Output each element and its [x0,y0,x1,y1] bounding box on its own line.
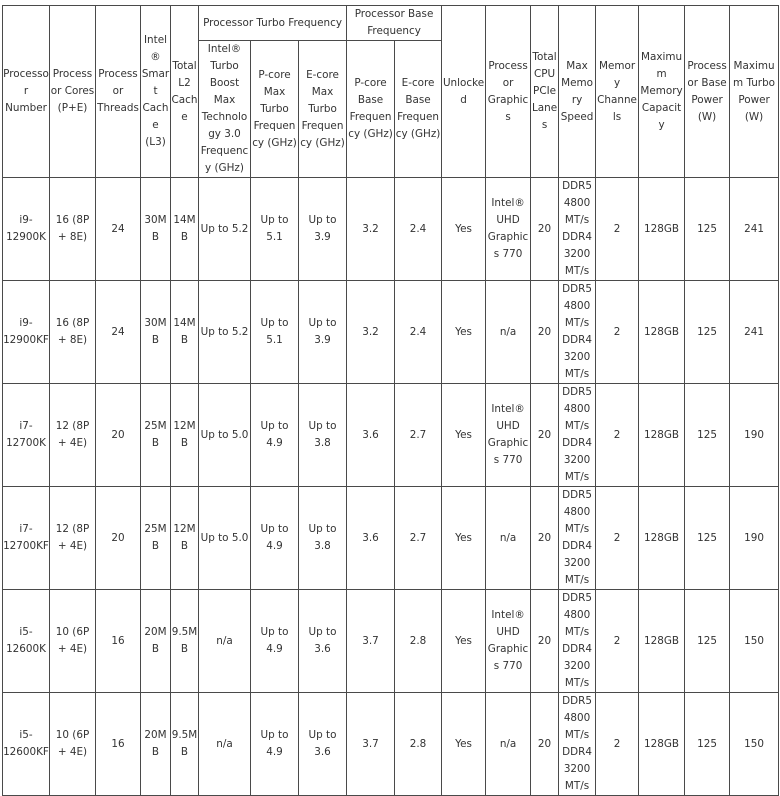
cell-max-turbo-power: 241 [730,178,779,281]
header-processor-threads: Processor Threads [96,6,141,178]
cell-processor-number: i9-12900KF [3,281,50,384]
cell-memory-channels: 2 [596,693,639,796]
cell-smart-cache: 30MB [141,281,171,384]
cell-processor-graphics: Intel® UHD Graphics 770 [486,384,531,487]
cell-l2-cache: 9.5MB [171,693,199,796]
cell-processor-number: i5-12600K [3,590,50,693]
header-group-turbo-frequency: Processor Turbo Frequency [199,6,347,41]
header-processor-graphics: Processor Graphics [486,6,531,178]
cell-processor-number: i5-12600KF [3,693,50,796]
cell-unlocked: Yes [442,178,486,281]
cell-base-power: 125 [685,281,730,384]
header-base-power: Processor Base Power (W) [685,6,730,178]
cell-memory-channels: 2 [596,178,639,281]
cell-ecore-base: 2.7 [395,384,442,487]
cell-processor-threads: 24 [96,178,141,281]
header-smart-cache: Intel® Smart Cache (L3) [141,6,171,178]
cell-base-power: 125 [685,590,730,693]
table-row [3,487,779,590]
cell-processor-cores: 10 (6P + 4E) [50,693,96,796]
table-row [3,590,779,693]
header-processor-cores: Processor Cores (P+E) [50,6,96,178]
cell-ecore-base: 2.7 [395,487,442,590]
cell-pcie-lanes: 20 [531,693,559,796]
cell-smart-cache: 20MB [141,590,171,693]
header-pcie-lanes: Total CPU PCIe Lanes [531,6,559,178]
cell-base-power: 125 [685,487,730,590]
header-pcore-max-turbo: P-core Max Turbo Frequency (GHz) [251,41,299,178]
cell-ecore-max-turbo: Up to 3.8 [299,487,347,590]
cell-max-turbo-power: 241 [730,281,779,384]
cell-processor-graphics: n/a [486,487,531,590]
header-memory-channels: Memory Channels [596,6,639,178]
cell-ecore-base: 2.8 [395,590,442,693]
cell-max-memory-speed: DDR5 4800 MT/s DDR4 3200 MT/s [559,590,596,693]
cell-ecore-max-turbo: Up to 3.8 [299,384,347,487]
cell-max-memory-capacity: 128GB [639,281,685,384]
cell-l2-cache: 14MB [171,281,199,384]
cell-max-memory-capacity: 128GB [639,384,685,487]
cell-pcore-max-turbo: Up to 5.1 [251,178,299,281]
cell-memory-channels: 2 [596,281,639,384]
cell-max-memory-capacity: 128GB [639,693,685,796]
cell-unlocked: Yes [442,384,486,487]
cell-ecore-max-turbo: Up to 3.6 [299,693,347,796]
cell-unlocked: Yes [442,281,486,384]
cell-l2-cache: 12MB [171,384,199,487]
header-ecore-max-turbo: E-core Max Turbo Frequency (GHz) [299,41,347,178]
cell-pcie-lanes: 20 [531,384,559,487]
cell-pcie-lanes: 20 [531,487,559,590]
cell-processor-number: i7-12700K [3,384,50,487]
cell-l2-cache: 14MB [171,178,199,281]
header-processor-number: Processor Number [3,6,50,178]
cell-max-memory-capacity: 128GB [639,590,685,693]
cell-ecore-base: 2.8 [395,693,442,796]
cell-max-turbo-power: 190 [730,384,779,487]
cell-pcore-base: 3.7 [347,693,395,796]
cell-processor-threads: 16 [96,590,141,693]
header-turbo-boost-max: Intel® Turbo Boost Max Technology 3.0 Frequency (GHz) [199,41,251,178]
header-l2-cache: Total L2 Cache [171,6,199,178]
cell-max-memory-speed: DDR5 4800 MT/s DDR4 3200 MT/s [559,487,596,590]
cell-unlocked: Yes [442,693,486,796]
cell-max-memory-speed: DDR5 4800 MT/s DDR4 3200 MT/s [559,384,596,487]
cell-max-turbo-power: 150 [730,693,779,796]
cell-max-memory-capacity: 128GB [639,178,685,281]
cell-pcore-base: 3.2 [347,281,395,384]
cell-processor-number: i7-12700KF [3,487,50,590]
header-max-memory-speed: Max Memory Speed [559,6,596,178]
cell-base-power: 125 [685,384,730,487]
cell-max-turbo-power: 150 [730,590,779,693]
header-pcore-base: P-core Base Frequency (GHz) [347,41,395,178]
cell-pcie-lanes: 20 [531,178,559,281]
cell-ecore-max-turbo: Up to 3.9 [299,178,347,281]
header-max-memory-capacity: Maximum Memory Capacity [639,6,685,178]
cell-pcore-base: 3.6 [347,487,395,590]
cell-max-turbo-power: 190 [730,487,779,590]
cell-smart-cache: 20MB [141,693,171,796]
cell-unlocked: Yes [442,590,486,693]
table-row [3,178,779,281]
cell-pcie-lanes: 20 [531,590,559,693]
cell-unlocked: Yes [442,487,486,590]
cell-processor-threads: 16 [96,693,141,796]
header-max-turbo-power: Maximum Turbo Power (W) [730,6,779,178]
cell-turbo-boost-max: n/a [199,693,251,796]
cell-processor-graphics: Intel® UHD Graphics 770 [486,178,531,281]
cell-processor-cores: 10 (6P + 4E) [50,590,96,693]
cell-processor-cores: 16 (8P + 8E) [50,281,96,384]
cell-processor-cores: 12 (8P + 4E) [50,384,96,487]
cell-max-memory-capacity: 128GB [639,487,685,590]
cell-ecore-base: 2.4 [395,281,442,384]
cell-pcore-max-turbo: Up to 4.9 [251,384,299,487]
cell-processor-graphics: n/a [486,281,531,384]
cell-turbo-boost-max: Up to 5.2 [199,281,251,384]
cell-processor-threads: 24 [96,281,141,384]
cell-l2-cache: 12MB [171,487,199,590]
cell-smart-cache: 25MB [141,487,171,590]
cell-ecore-base: 2.4 [395,178,442,281]
cell-processor-graphics: Intel® UHD Graphics 770 [486,590,531,693]
cell-base-power: 125 [685,178,730,281]
cell-processor-graphics: n/a [486,693,531,796]
cell-smart-cache: 30MB [141,178,171,281]
cell-memory-channels: 2 [596,590,639,693]
cell-smart-cache: 25MB [141,384,171,487]
cell-pcore-max-turbo: Up to 4.9 [251,693,299,796]
cell-processor-threads: 20 [96,384,141,487]
cell-base-power: 125 [685,693,730,796]
processor-spec-table [2,5,779,796]
cell-memory-channels: 2 [596,487,639,590]
cell-pcie-lanes: 20 [531,281,559,384]
cell-turbo-boost-max: Up to 5.2 [199,178,251,281]
cell-processor-cores: 12 (8P + 4E) [50,487,96,590]
cell-max-memory-speed: DDR5 4800 MT/s DDR4 3200 MT/s [559,281,596,384]
table-row [3,384,779,487]
cell-pcore-base: 3.7 [347,590,395,693]
cell-turbo-boost-max: n/a [199,590,251,693]
table-row [3,693,779,796]
cell-pcore-base: 3.2 [347,178,395,281]
cell-max-memory-speed: DDR5 4800 MT/s DDR4 3200 MT/s [559,178,596,281]
cell-memory-channels: 2 [596,384,639,487]
cell-pcore-base: 3.6 [347,384,395,487]
table-row [3,281,779,384]
cell-pcore-max-turbo: Up to 5.1 [251,281,299,384]
cell-pcore-max-turbo: Up to 4.9 [251,590,299,693]
header-unlocked: Unlocked [442,6,486,178]
cell-ecore-max-turbo: Up to 3.6 [299,590,347,693]
cell-turbo-boost-max: Up to 5.0 [199,487,251,590]
cell-turbo-boost-max: Up to 5.0 [199,384,251,487]
cell-pcore-max-turbo: Up to 4.9 [251,487,299,590]
cell-processor-number: i9-12900K [3,178,50,281]
cell-ecore-max-turbo: Up to 3.9 [299,281,347,384]
cell-max-memory-speed: DDR5 4800 MT/s DDR4 3200 MT/s [559,693,596,796]
cell-processor-threads: 20 [96,487,141,590]
cell-processor-cores: 16 (8P + 8E) [50,178,96,281]
header-ecore-base: E-core Base Frequency (GHz) [395,41,442,178]
header-group-base-frequency: Processor Base Frequency [347,6,442,41]
cell-l2-cache: 9.5MB [171,590,199,693]
